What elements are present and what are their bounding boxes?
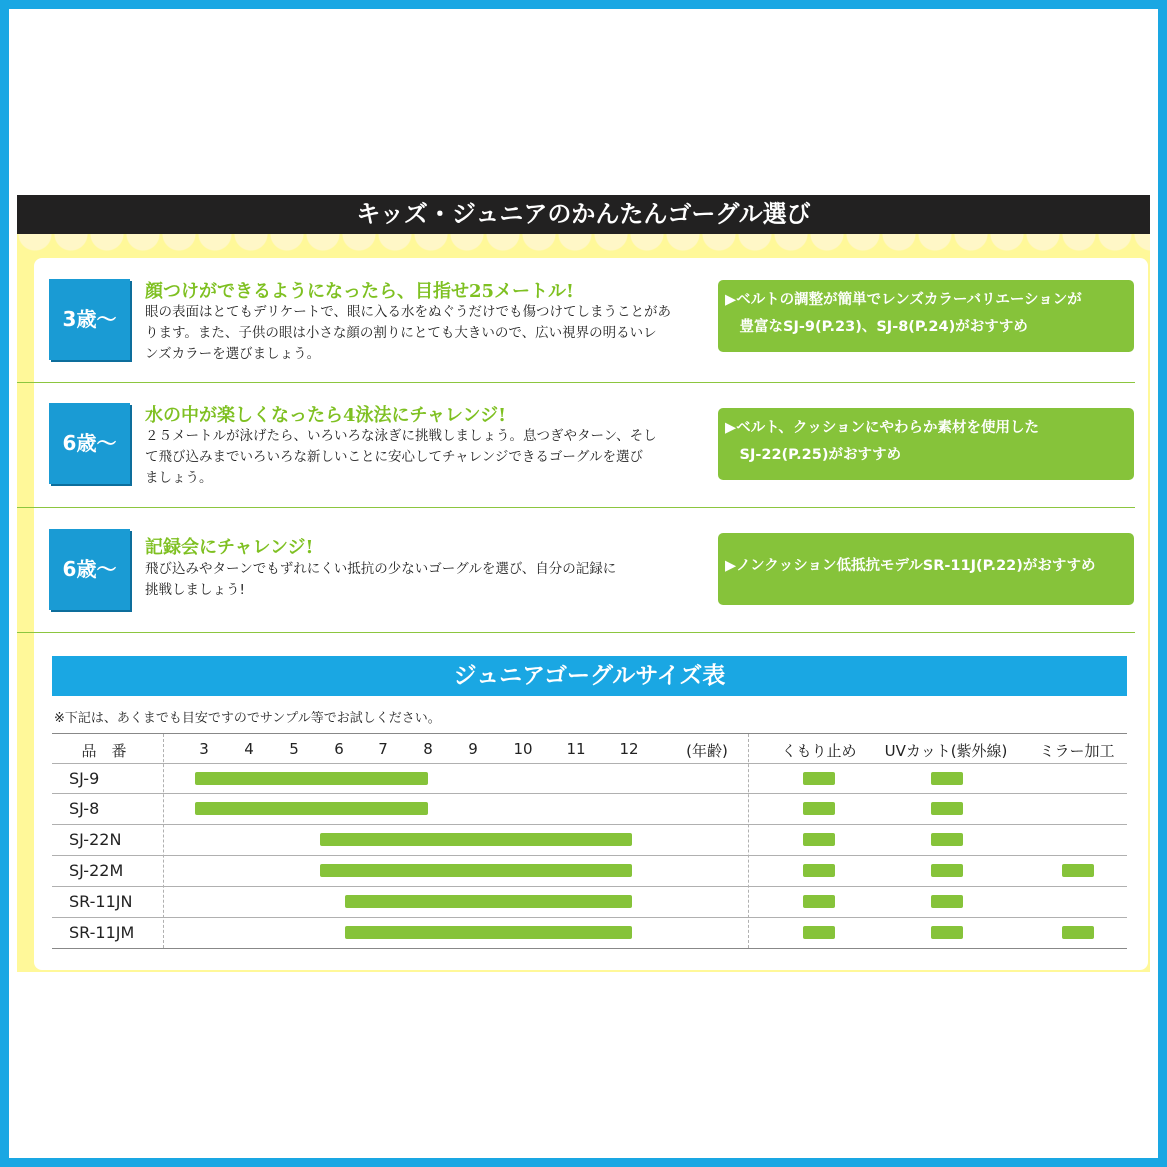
table-rule	[52, 763, 1127, 764]
model-name: SJ-22N	[69, 830, 122, 849]
guide-text	[145, 559, 717, 601]
rec-line: ▶ベルトの調整が簡単でレンズカラーバリエーションが	[725, 292, 1082, 308]
antifog-mark	[803, 926, 835, 939]
mirror-mark	[1062, 864, 1094, 877]
col-header-uv: UVカット(紫外線)	[884, 742, 1008, 760]
guide-title: 顔つけができるようになったら、目指せ25メートル!	[145, 281, 574, 302]
col-header-age: 4	[244, 740, 254, 758]
model-name: SR-11JN	[69, 892, 133, 911]
col-header-age: 10	[513, 740, 533, 758]
col-header-age: 11	[566, 740, 586, 758]
age-range-bar	[320, 833, 632, 846]
age-badge: 6歳～	[49, 403, 130, 484]
guide-title: 記録会にチャレンジ!	[145, 537, 314, 558]
size-table-title: ジュニアゴーグルサイズ表	[52, 656, 1127, 696]
model-name: SJ-9	[69, 769, 100, 788]
row-divider	[17, 382, 1135, 383]
text-line: て飛び込みまでいろいろな新しいことに安心してチャレンジできるゴーグルを選び	[145, 449, 644, 465]
text-line: ります。また、子供の眼は小さな顔の割りにとても大きいので、広い視界の明るいレ	[145, 325, 657, 341]
uv-mark	[931, 895, 963, 908]
model-name: SJ-8	[69, 799, 100, 818]
guide-row	[34, 277, 1148, 402]
text-line: 眼の表面はとてもデリケートで、眼に入る水をぬぐうだけでも傷つけてしまうことがあ	[145, 304, 671, 320]
age-range-bar	[195, 802, 428, 815]
table-rule	[52, 855, 1127, 856]
row-divider	[17, 632, 1135, 633]
age-badge: 6歳～	[49, 529, 130, 610]
mirror-mark	[1062, 926, 1094, 939]
antifog-mark	[803, 864, 835, 877]
text-line: ましょう。	[145, 470, 213, 486]
col-header-age: 6	[334, 740, 344, 758]
uv-mark	[931, 772, 963, 785]
uv-mark	[931, 833, 963, 846]
guide-text	[145, 302, 717, 365]
rec-line: SJ-22(P.25)がおすすめ	[725, 447, 902, 463]
table-divider	[163, 734, 164, 948]
col-header-age-unit: (年齢)	[686, 742, 728, 760]
col-header-age: 7	[378, 740, 388, 758]
recommendation-box	[718, 280, 1134, 352]
col-header-model: 品 番	[81, 742, 127, 760]
age-range-bar	[345, 926, 632, 939]
col-header-age: 8	[423, 740, 433, 758]
rec-line: ▶ノンクッション低抵抗モデルSR-11J(P.22)がおすすめ	[725, 558, 1096, 574]
table-rule	[52, 733, 1127, 734]
uv-mark	[931, 864, 963, 877]
recommendation-box	[718, 533, 1134, 605]
model-name: SJ-22M	[69, 861, 124, 880]
rec-line: 豊富なSJ-9(P.23)、SJ-8(P.24)がおすすめ	[725, 319, 1028, 335]
table-rule	[52, 948, 1127, 949]
table-rule	[52, 824, 1127, 825]
col-header-age: 9	[468, 740, 478, 758]
size-table-note: ※下記は、あくまでも目安ですのでサンプル等でお試しください。	[54, 711, 441, 726]
col-header-age: 12	[619, 740, 639, 758]
recommendation-box	[718, 408, 1134, 480]
table-divider	[748, 734, 749, 948]
guide-text	[145, 426, 717, 489]
age-range-bar	[195, 772, 428, 785]
age-badge: 3歳～	[49, 279, 130, 360]
col-header-mirror: ミラー加工	[1039, 742, 1115, 760]
age-range-bar	[345, 895, 632, 908]
page-title: キッズ・ジュニアのかんたんゴーグル選び	[17, 195, 1150, 234]
table-rule	[52, 886, 1127, 887]
guide-row	[34, 527, 1148, 652]
text-line: ンズカラーを選びましょう。	[145, 346, 321, 362]
model-name: SR-11JM	[69, 923, 135, 942]
age-range-bar	[320, 864, 632, 877]
text-line: 挑戦しましょう!	[145, 582, 245, 598]
uv-mark	[931, 926, 963, 939]
col-header-age: 3	[199, 740, 209, 758]
col-header-age: 5	[289, 740, 299, 758]
guide-title: 水の中が楽しくなったら4泳法にチャレンジ!	[145, 405, 506, 426]
col-header-antifog: くもり止め	[781, 742, 857, 760]
rec-line: ▶ベルト、クッションにやわらか素材を使用した	[725, 420, 1040, 436]
text-line: ２５メートルが泳げたら、いろいろな泳ぎに挑戦しましょう。息つぎやターン、そし	[145, 428, 657, 444]
antifog-mark	[803, 772, 835, 785]
antifog-mark	[803, 833, 835, 846]
antifog-mark	[803, 895, 835, 908]
table-rule	[52, 793, 1127, 794]
antifog-mark	[803, 802, 835, 815]
row-divider	[17, 507, 1135, 508]
table-rule	[52, 917, 1127, 918]
text-line: 飛び込みやターンでもずれにくい抵抗の少ないゴーグルを選び、自分の記録に	[145, 561, 617, 577]
uv-mark	[931, 802, 963, 815]
